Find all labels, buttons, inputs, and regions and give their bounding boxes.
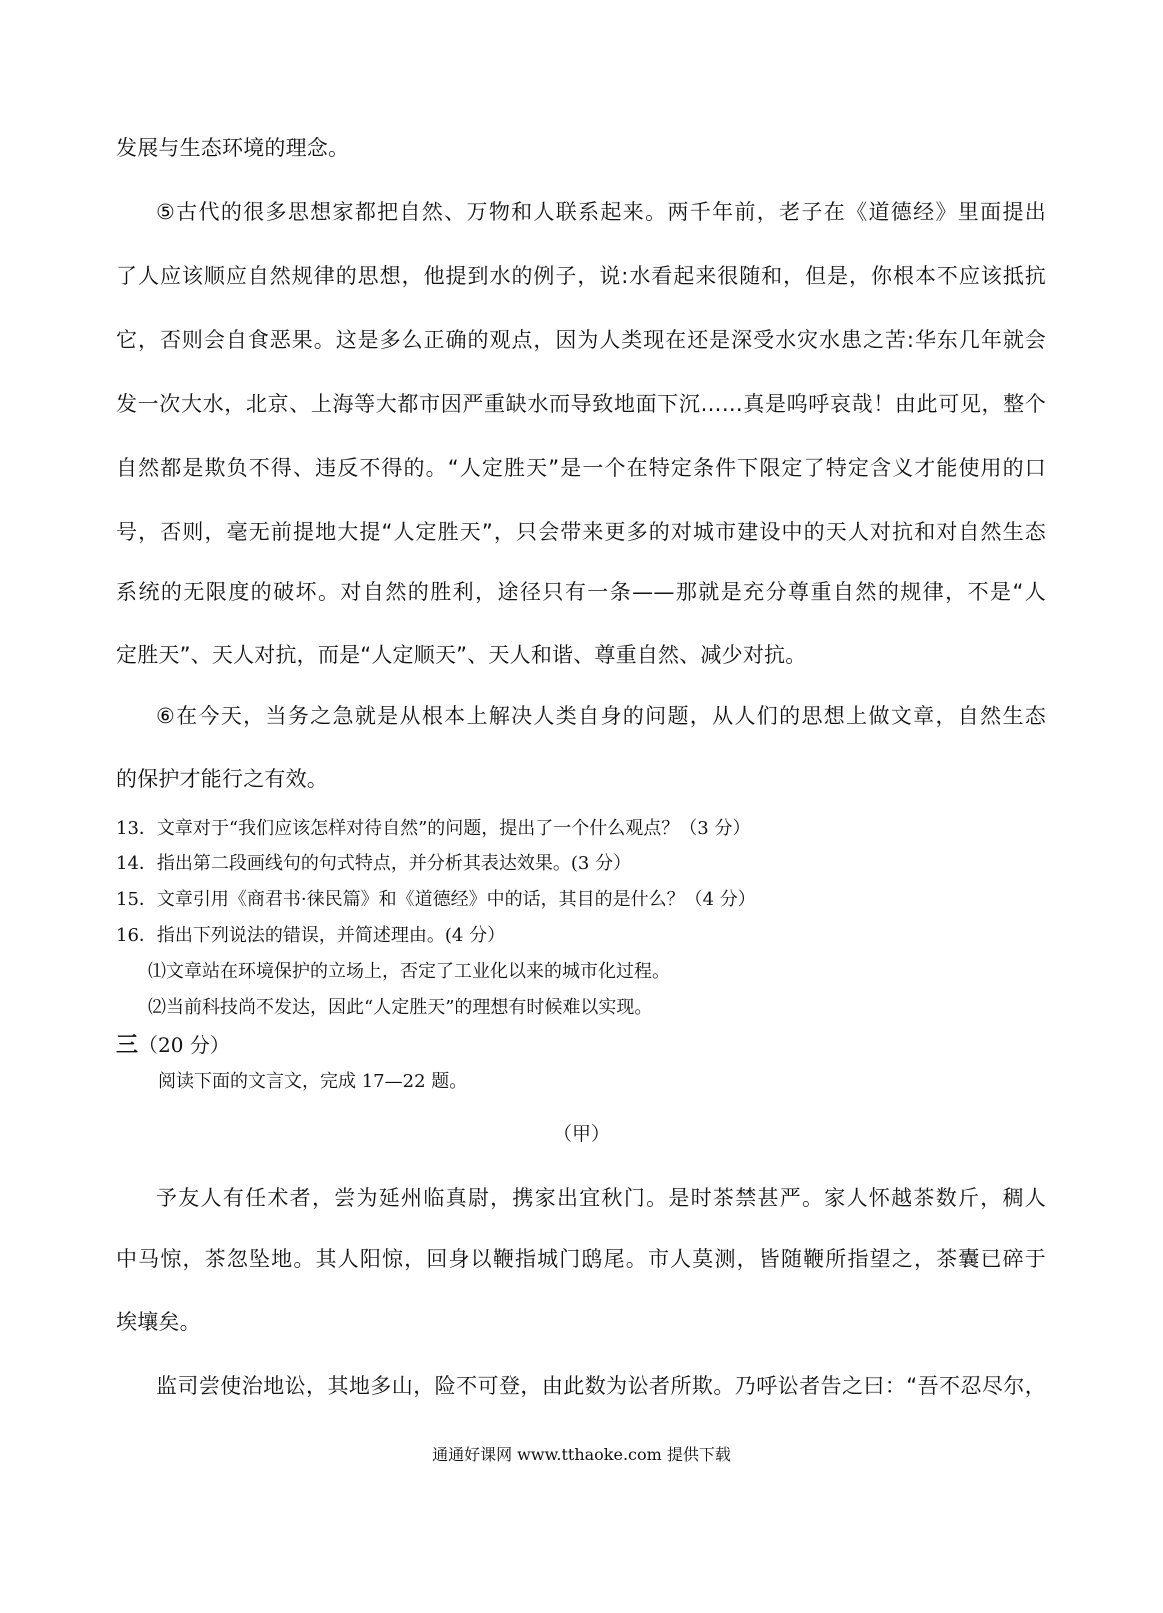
classical-line: 予友人有任术者，尝为延州临真尉，携家出宜秋门。是时茶禁甚严。家人怀越茶数斤，稠人 (156, 1186, 1046, 1210)
section-3-heading (116, 1031, 230, 1060)
classical-line: 埃壤矣。 (116, 1310, 201, 1334)
paragraph-5-line: ⑤古代的很多思想家都把自然、万物和人联系起来。两千年前，老子在《道德经》里面提出 (156, 200, 1046, 224)
question-16: 16．指出下列说法的错误，并简述理由。(4 分） (116, 925, 506, 946)
classical-line: 监司尝使治地讼，其地多山，险不可登，由此数为讼者所欺。乃呼讼者告之曰：“吾不忍尽尔， (156, 1374, 1046, 1398)
passage-line: 自然都是欺负不得、违反不得的。“人定胜天”是一个在特定条件下限定了特定含义才能使用的口 (116, 456, 1046, 480)
section-number: 三 (116, 1033, 139, 1058)
section-score: （20 分） (138, 1033, 230, 1057)
question-13: 13．文章对于“我们应该怎样对待自然”的问题，提出了一个什么观点？（3 分） (116, 818, 751, 839)
question-16-item-1: ⑴文章站在环境保护的立场上，否定了工业化以来的城市化过程。 (148, 961, 670, 982)
section-3-instruction: 阅读下面的文言文，完成 17—22 题。 (158, 1071, 468, 1092)
passage-line: 系统的无限度的破坏。对自然的胜利，途径只有一条——那就是充分尊重自然的规律，不是“人 (116, 580, 1046, 604)
passage-line: 号，否则，毫无前提地大提“人定胜天”，只会带来更多的对城市建设中的天人对抗和对自然生态 (116, 520, 1046, 544)
passage-line: 了人应该顺应自然规律的思想，他提到水的例子，说:水看起来很随和，但是，你根本不应该抵抗 (116, 264, 1046, 288)
question-14: 14．指出第二段画线句的句式特点，并分析其表达效果。(3 分） (116, 853, 632, 874)
passage-line: 发展与生态环境的理念。 (116, 136, 350, 160)
question-16-item-2: ⑵当前科技尚不发达，因此“人定胜天”的理想有时候难以实现。 (148, 997, 653, 1018)
passage-line: 发一次大水，北京、上海等大都市因严重缺水而导致地面下沉……真是呜呼哀哉！由此可见，整个 (116, 392, 1046, 416)
paragraph-6-line: ⑥在今天，当务之急就是从根本上解决人类自身的问题，从人们的思想上做文章，自然生态 (156, 704, 1046, 728)
passage-line: 的保护才能行之有效。 (116, 767, 328, 791)
passage-subtitle: （甲） (552, 1123, 610, 1145)
page-footer: 通通好课网 www.tthaoke.com 提供下载 (432, 1445, 731, 1464)
classical-line: 中马惊，茶忽坠地。其人阳惊，回身以鞭指城门鸱尾。市人莫测，皆随鞭所指望之，茶囊已碎于 (116, 1247, 1046, 1271)
passage-line: 它，否则会自食恶果。这是多么正确的观点，因为人类现在还是深受水灾水患之苦:华东几年就会 (116, 328, 1046, 352)
passage-line: 定胜天”、天人对抗，而是“人定顺天”、天人和谐、尊重自然、减少对抗。 (116, 643, 807, 667)
question-15: 15．文章引用《商君书·徕民篇》和《道德经》中的话，其目的是什么？（4 分） (116, 889, 756, 910)
